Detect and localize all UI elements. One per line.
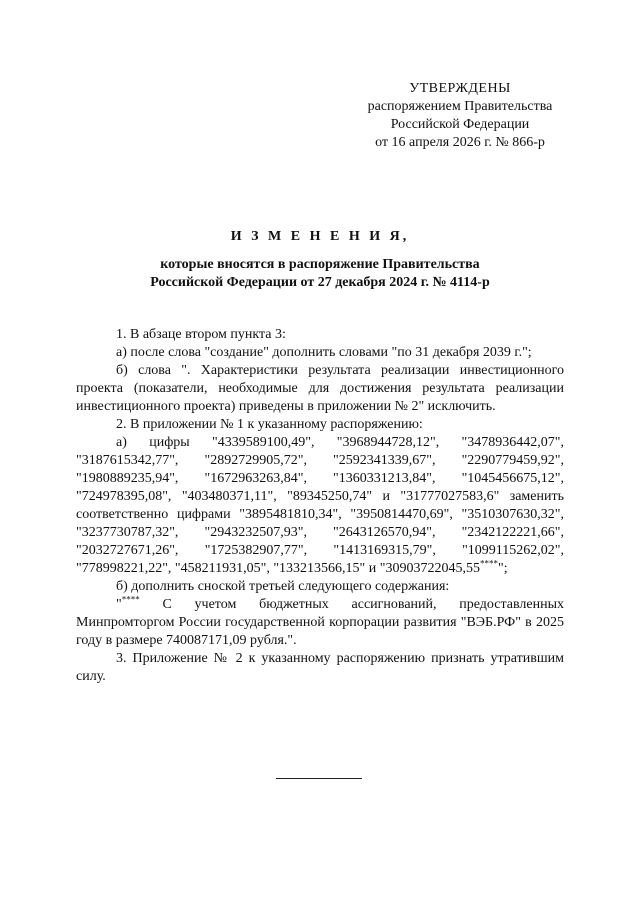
separator-line [276,778,362,779]
footnote-marker: **** [121,594,140,605]
approval-title: УТВЕРЖДЕНЫ [409,81,511,96]
heading-title: И З М Е Н Е Н И Я, [230,229,410,244]
paragraph-2b: б) дополнить сноской третьей следующего содержания: [116,579,450,594]
document-heading [0,228,640,292]
paragraph-1a: а) после слова "создание" дополнить словами "по 31 декабря 2039 г."; [116,345,532,360]
paragraph-2a-text: а) цифры "4339589100,49", "3968944728,12", "3478936442,07", "3187615342,77", "2892729905,72", "2592341339,67", "2290779459,92", "1980889235,94", "1672963263,84", "1360331213,84", "1045456675,12", "724978395,08", "403480371,11", "89345250,74" и "31777027583,6" заменить соответственно цифрами "3895481810,34", "3950814470,69", "3510307630,32", "3237730787,32", "2943232507,93", "2643126570,94", "2342122221,66", "2032727671,26", "1725382907,77", "1413169315,79", "1099115262,02", "778998221,22", "458211931,05", "133213566,15" и "30903722045,55 [76,435,564,576]
paragraph-1b: б) слова ". Характеристики результата реализации инвестиционного проекта (показатели, необходимые для достижения результата реализации инвестиционного проекта) приведены в приложении № 2" исключить. [76,363,564,414]
paragraph-1: 1. В абзаце втором пункта 3: [116,327,286,342]
footnote-marker: **** [479,558,498,569]
approval-line-3: от 16 апреля 2026 г. № 866-р [375,135,545,150]
approval-stamp [330,80,590,152]
approval-line-1: распоряжением Правительства [367,99,553,114]
heading-line-2: Российской Федерации от 27 декабря 2024 г. № 4114-р [150,275,490,290]
footnote-body: С учетом бюджетных ассигнований, предоставленных Минпромторгом России государственной корпорации развития "ВЭБ.РФ" в 2025 году в размере 740087171,09 рубля.". [76,597,564,648]
approval-line-2: Российской Федерации [390,117,530,132]
paragraph-2a [76,434,564,578]
paragraph-2a-end: "; [497,561,508,576]
document-body [76,326,564,686]
paragraph-2: 2. В приложении № 1 к указанному распоряжению: [116,417,423,432]
paragraph-3: 3. Приложение № 2 к указанному распоряжению признать утратившим силу. [76,651,564,684]
footnote-text [76,596,564,650]
footnote-quote: " [116,597,122,612]
heading-line-1: которые вносятся в распоряжение Правительства [160,257,480,272]
